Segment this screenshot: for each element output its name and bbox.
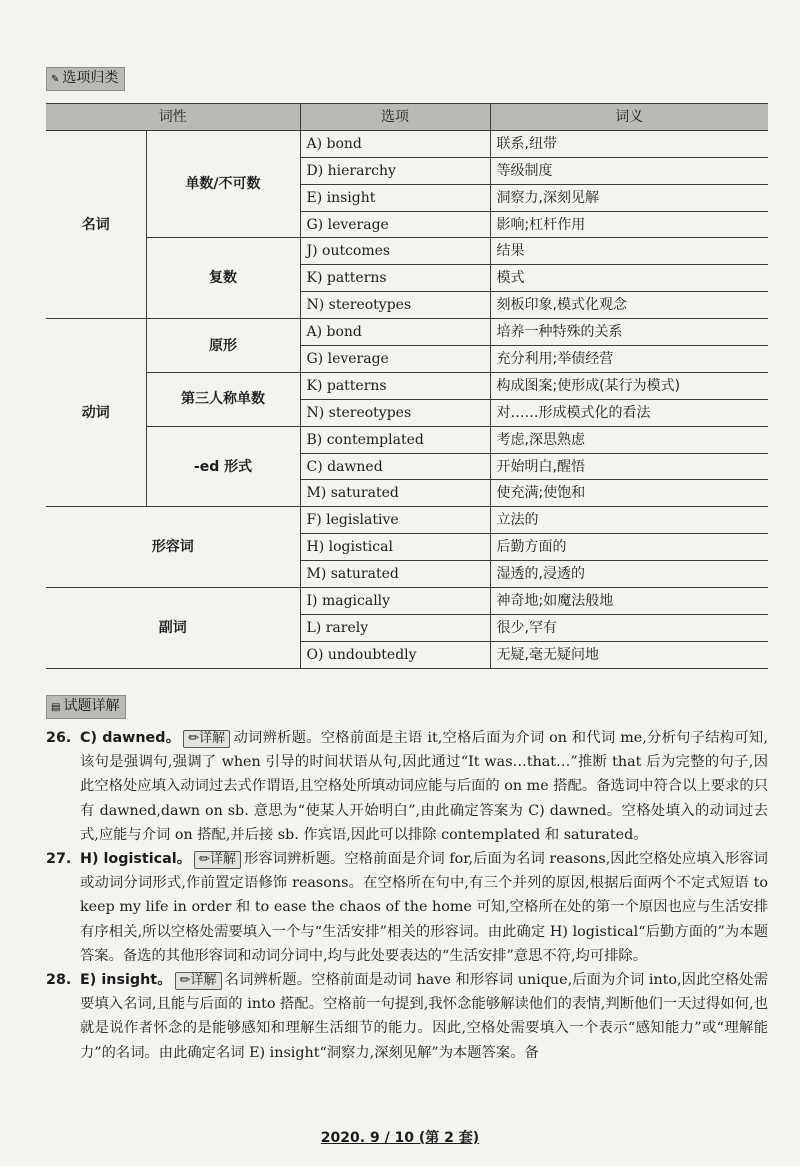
section-header-option-classification <box>46 67 125 91</box>
meaning-cell: 结果 <box>490 238 768 265</box>
table-row <box>46 319 768 346</box>
meaning-cell: 构成图案;使形成(某行为模式) <box>490 372 768 399</box>
form-cell: 第三人称单数 <box>146 372 300 426</box>
pos-cell: 形容词 <box>46 507 300 588</box>
meaning-cell: 充分利用;举债经营 <box>490 346 768 373</box>
header-pos: 词性 <box>46 104 300 131</box>
meaning-cell: 洞察力,深刻见解 <box>490 184 768 211</box>
explanation-text: 名词辨析题。空格前面是动词 have 和形容词 unique,后面为介词 into,因此空格处需要填入名词,且能与后面的 into 搭配。空格前一句提到,我怀念能够解读他们的表情,判断他们一天过得如何,也就是说作者怀念的是能够感知和理解生活细节的能力。因此,空格处需要填入一个表示“感知能力”或“理解能力”的名词。由此确定名词 E) insight“洞察力,深刻见解”为本题答案。备 <box>80 972 768 1061</box>
explanation-text: 形容词辨析题。空格前面是介词 for,后面为名词 reasons,因此空格处应填入形容词或动词分词形式,作前置定语修饰 reasons。在空格所在句中,有三个并列的原因,根据后面两个不定式短语 to keep my life in order 和 to ease the chaos of the home 可知,空格所在处的第一个原因也应与生活安排有序相关,所以空格处需要填入一个与“生活安排”相关的形容词。由此确定 H) logistical“后勤方面的”为本题答案。备选的其他形容词和动词分词中,均与此处要表达的“生活安排”意思不符,均可排除。 <box>80 851 768 964</box>
detail-label: 详解 <box>199 731 226 746</box>
option-cell: E) insight <box>300 184 490 211</box>
pen-icon: ✎ <box>51 74 60 85</box>
question-answer: H) logistical。 <box>80 851 192 868</box>
question-explanation <box>46 968 768 1065</box>
form-cell: 复数 <box>146 238 300 319</box>
header-option: 选项 <box>300 104 490 131</box>
meaning-cell: 立法的 <box>490 507 768 534</box>
option-cell: G) leverage <box>300 211 490 238</box>
meaning-cell: 神奇地;如魔法般地 <box>490 588 768 615</box>
meaning-cell: 后勤方面的 <box>490 534 768 561</box>
pencil-icon: ✏ <box>199 852 210 868</box>
meaning-cell: 模式 <box>490 265 768 292</box>
question-number: 26. <box>46 730 72 746</box>
question-explanation <box>46 847 768 968</box>
document-icon: ▤ <box>51 702 61 713</box>
table-row <box>46 588 768 615</box>
meaning-cell: 开始明白,醒悟 <box>490 453 768 480</box>
detail-tag <box>183 730 230 748</box>
option-cell: C) dawned <box>300 453 490 480</box>
option-cell: N) stereotypes <box>300 399 490 426</box>
detail-label: 详解 <box>209 852 236 868</box>
option-cell: A) bond <box>300 130 490 157</box>
option-cell: N) stereotypes <box>300 292 490 319</box>
meaning-cell: 无疑,毫无疑问地 <box>490 641 768 668</box>
form-cell: 单数/不可数 <box>146 130 300 238</box>
section-title: 选项归类 <box>62 70 119 86</box>
option-cell: F) legislative <box>300 507 490 534</box>
explanation-text: 动词辨析题。空格前面是主语 it,空格后面为介词 on 和代词 me,分析句子结构可知,该句是强调句,强调了 when 引导的时间状语从句,因此通过“It was…that…”推断 that 后为完整的句子,因此空格处应填入动词过去式作谓语,且空格处所填动词应能与后面的 on me 搭配。备选词中符合以上要求的只有 dawned,dawn on sb. 意思为“使某人开始明白”,由此确定答案为 C) dawned。空格处填入的动词过去式,应能与介词 on 搭配,并后接 sb. 作宾语,因此可以排除 contemplated 和 saturated。 <box>80 730 768 843</box>
option-cell: A) bond <box>300 319 490 346</box>
table-row <box>46 130 768 157</box>
option-cell: G) leverage <box>300 346 490 373</box>
meaning-cell: 等级制度 <box>490 157 768 184</box>
option-cell: K) patterns <box>300 265 490 292</box>
detail-label: 详解 <box>190 973 217 989</box>
option-cell: M) saturated <box>300 480 490 507</box>
meaning-cell: 湿透的,浸透的 <box>490 561 768 588</box>
meaning-cell: 刻板印象,模式化观念 <box>490 292 768 319</box>
page-footer: 2020. 9 / 10 (第 2 套) <box>320 1130 480 1146</box>
meaning-cell: 使充满;使饱和 <box>490 480 768 507</box>
detail-tag <box>175 972 222 990</box>
vocabulary-table <box>46 103 768 669</box>
section-header-question-explanation <box>46 695 126 719</box>
option-cell: J) outcomes <box>300 238 490 265</box>
header-meaning: 词义 <box>490 104 768 131</box>
form-cell: -ed 形式 <box>146 426 300 507</box>
table-row <box>46 372 768 399</box>
section-title: 试题详解 <box>63 698 120 714</box>
table-row <box>46 238 768 265</box>
table-row <box>46 507 768 534</box>
table-header-row <box>46 104 768 131</box>
option-cell: M) saturated <box>300 561 490 588</box>
option-cell: O) undoubtedly <box>300 641 490 668</box>
question-explanation <box>46 726 768 847</box>
pos-cell: 副词 <box>46 588 300 669</box>
pencil-icon: ✏ <box>179 973 191 989</box>
question-number: 27. <box>46 851 72 868</box>
table-row <box>46 426 768 453</box>
explanation-list <box>46 726 768 1065</box>
pos-cell: 动词 <box>46 319 146 507</box>
detail-tag <box>194 851 241 869</box>
meaning-cell: 联系,纽带 <box>490 130 768 157</box>
pos-cell: 名词 <box>46 130 146 318</box>
meaning-cell: 很少,罕有 <box>490 614 768 641</box>
option-cell: H) logistical <box>300 534 490 561</box>
option-cell: D) hierarchy <box>300 157 490 184</box>
meaning-cell: 对……形成模式化的看法 <box>490 399 768 426</box>
question-answer: C) dawned。 <box>80 730 181 746</box>
meaning-cell: 影响;杠杆作用 <box>490 211 768 238</box>
form-cell: 原形 <box>146 319 300 373</box>
meaning-cell: 考虑,深思熟虑 <box>490 426 768 453</box>
option-cell: B) contemplated <box>300 426 490 453</box>
question-answer: E) insight。 <box>80 972 172 989</box>
question-number: 28. <box>46 972 72 989</box>
option-cell: I) magically <box>300 588 490 615</box>
pencil-icon: ✏ <box>188 731 200 746</box>
meaning-cell: 培养一种特殊的关系 <box>490 319 768 346</box>
option-cell: L) rarely <box>300 614 490 641</box>
option-cell: K) patterns <box>300 372 490 399</box>
